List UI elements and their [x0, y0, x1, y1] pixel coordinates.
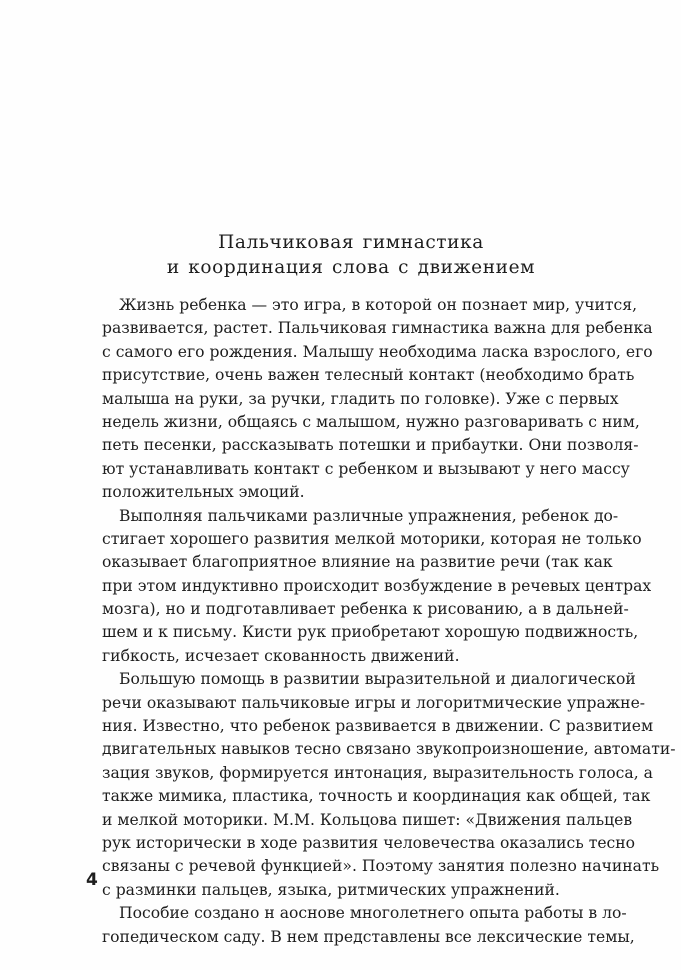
- page-number: 4: [86, 870, 98, 890]
- text-line: петь песенки, рассказывать потешки и прибаутки. Они позволя-: [102, 436, 639, 455]
- text-line: при этом индуктивно происходит возбуждение в речевых центрах: [102, 576, 652, 595]
- text-line: рук исторически в ходе развития человечества оказались тесно: [102, 833, 636, 852]
- text-line: Жизнь ребенка — это игра, в которой он познает мир, учится,: [119, 296, 638, 314]
- text-line: и мелкой моторики. М.М. Кольцова пишет: «Движения пальцев: [102, 810, 633, 829]
- text-line: малыша на руки, за ручки, гладить по головке). Уже с первых: [102, 389, 619, 408]
- text-line: положительных эмоций.: [102, 483, 305, 502]
- text-line: речи оказывают пальчиковые игры и логоритмические упражне-: [102, 693, 646, 712]
- text-line: ния. Известно, что ребенок развивается в движении. С развитием: [102, 717, 654, 736]
- text-line: оказывает благоприятное влияние на развитие речи (так как: [102, 553, 613, 572]
- paragraph: [102, 668, 676, 902]
- text-line: зация звуков, формируется интонация, выразительность голоса, а: [102, 763, 653, 782]
- text-line: ют устанавливать контакт с ребенком и вызывают у него массу: [102, 459, 630, 478]
- text-line: двигательных навыков тесно связано звукопроизношение, автомати-: [102, 740, 676, 759]
- section-title-line-2: и координация слова с движением: [166, 257, 536, 278]
- text-line: мозга), но и подготавливает ребенка к рисованию, а в дальней-: [102, 600, 629, 619]
- body-text: [102, 294, 676, 949]
- text-line: также мимика, пластика, точность и координация как общей, так: [102, 787, 651, 806]
- text-line: гопедическом саду. В нем представлены все лексические темы,: [102, 927, 635, 946]
- text-line: Большую помощь в развитии выразительной и диалогической: [119, 670, 636, 689]
- paragraph: [102, 505, 652, 669]
- text-line: гибкость, исчезает скованность движений.: [102, 646, 460, 665]
- text-line: с разминки пальцев, языка, ритмических упражнений.: [102, 880, 560, 899]
- text-line: связаны с речевой функцией». Поэтому занятия полезно начинать: [102, 857, 660, 876]
- paragraph: [102, 902, 635, 949]
- text-line: присутствие, очень важен телесный контакт (необходимо брать: [102, 366, 635, 385]
- section-title-line-1: Пальчиковая гимнастика: [218, 232, 484, 253]
- text-line: Пособие создано н аоснове многолетнего опыта работы в ло-: [119, 904, 627, 923]
- text-line: стигает хорошего развития мелкой моторики, которая не только: [102, 529, 642, 548]
- text-line: Выполняя пальчиками различные упражнения, ребенок до-: [119, 506, 619, 525]
- text-line: шем и к письму. Кисти рук приобретают хорошую подвижность,: [102, 623, 639, 642]
- text-line: с самого его рождения. Малышу необходима ласка взрослого, его: [102, 342, 653, 361]
- text-line: развивается, растет. Пальчиковая гимнастика важна для ребенка: [102, 319, 653, 338]
- text-line: недель жизни, общаясь с малышом, нужно разговаривать с ним,: [102, 412, 640, 431]
- paragraph: [102, 294, 653, 505]
